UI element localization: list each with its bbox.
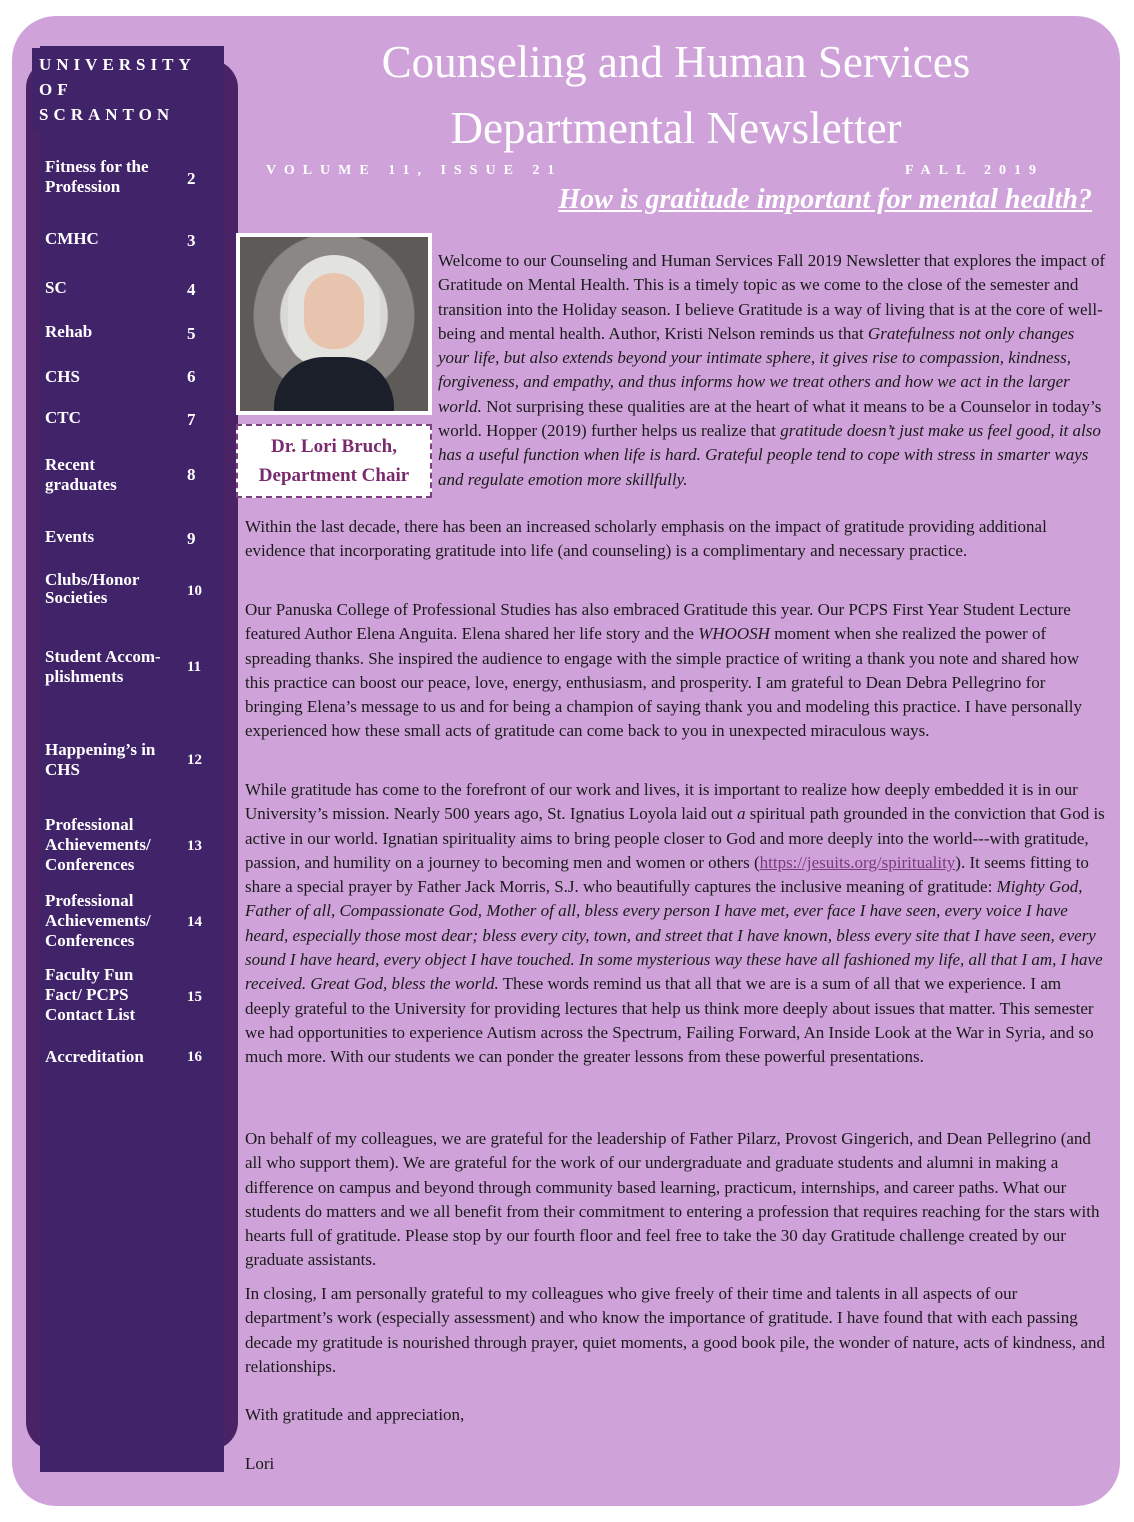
- university-line-2: OF: [39, 80, 73, 99]
- paragraph-4-em: a: [737, 804, 746, 824]
- closing-line: With gratitude and appreciation,: [245, 1405, 465, 1424]
- paragraph-6: In closing, I am personally grateful to my colleagues who give freely of their time and talents in all aspects of our department’s work (especially assessment) and who know the importance of gratitude. I have found that with each passing decade my gratitude is nourished through prayer, quiet moments, a good book pile, the wonder of nature, acts of kindness, and relationships.: [245, 1284, 1105, 1376]
- paragraph-3-text-cont: moment when she realized the power of spreading thanks. She inspired the audience to engage with the simple practice of writing a thank you note and shared how this practice can boost our peace, love, energy, enthusiasm, and prosperity. I am grateful to Dean Debra Pellegrino for bringing Elena’s message to us and for being a champion of saying thank you and modeling this practice. I have personally experienced how these small acts of gratitude can come back to you in unexpected miraculous ways.: [245, 624, 1083, 741]
- paragraph-2: Within the last decade, there has been an increased scholarly emphasis on the impact of gratitude providing additional evidence that incorporating gratitude into life (and counseling) is a complimentary and necessary practice.: [245, 517, 1047, 561]
- toc-page: 7: [187, 410, 196, 429]
- paragraph-4-text-d: These words remind us that all that we are is a sum of all that we experience. I am deeply grateful to the University for providing lectures that help us think more deeply about issues that matter. This semester we had opportunities to experience Autism across the Spectrum, Failing Forward, An Inside Look at the War in Syria, and so much more. With our students we can ponder the greater lessons from these powerful presentations.: [245, 974, 1094, 1067]
- author-photo: [236, 233, 432, 415]
- toc-label: Professional Achievements/ Conferences: [45, 891, 151, 950]
- toc-label: CMHC: [45, 229, 99, 248]
- toc-page: 3: [187, 231, 196, 250]
- toc-label: Fitness for the Profession: [45, 157, 149, 196]
- toc-label: CTC: [45, 408, 81, 427]
- toc-page: 14: [187, 914, 202, 930]
- masthead-title-line-2: Departmental Newsletter: [450, 103, 902, 153]
- paragraph-3: [245, 598, 1105, 744]
- paragraph-3-text: Our Panuska College of Professional Studies has also embraced Gratitude this year. Our PCPS First Year Student Lecture featured Author Elena Anguita. Elena shared her life story and the: [245, 600, 1071, 644]
- toc-label: Faculty Fun Fact/ PCPS Contact List: [45, 965, 136, 1024]
- paragraph-4: [245, 778, 1105, 1070]
- toc-page: 13: [187, 838, 202, 854]
- season: FALL 2019: [905, 163, 1045, 178]
- photo-caption: [236, 424, 432, 498]
- toc-page: 4: [187, 280, 196, 299]
- intro-paragraph: [438, 249, 1106, 492]
- intro-text-cont: Not surprising these qualities are at the heart of what it means to be a Counselor in today’s world. Hopper (2019) further helps us realize that: [438, 396, 1102, 441]
- paragraph-4-text-b: spiritual path grounded in the conviction that God is active in our world. Ignatian spirituality aims to bring people closer to God and more deeply into the world---with gratitude, passion, and humility on a journey to becoming men and women or others (: [245, 804, 1105, 872]
- toc-page: 11: [187, 659, 202, 675]
- toc-label: SC: [45, 278, 67, 297]
- masthead-title-line-1: Counseling and Human Services: [381, 37, 971, 87]
- paragraph-4-text-c: ). It seems fitting to share a special prayer by Father Jack Morris, S.J. who beautifully captures the inclusive meaning of gratitude:: [245, 852, 1089, 897]
- university-logo: [32, 48, 224, 130]
- toc-label: CHS: [45, 367, 80, 386]
- toc-page: 15: [187, 989, 202, 1005]
- volume-issue: VOLUME 11, ISSUE 21: [266, 163, 563, 178]
- university-line-3: SCRANTON: [39, 105, 175, 124]
- whoosh-text: WHOOSH: [698, 624, 770, 644]
- toc-page: 9: [187, 529, 196, 548]
- paragraph-5: On behalf of my colleagues, we are grateful for the leadership of Father Pilarz, Provost Gingerich, and Dean Pellegrino (and all who support them). We are grateful for the work of our undergraduate and graduate students and alumni in making a difference on campus and beyond through community based learning, practicum, internships, and career paths. What our students do matters and we all benefit from their commitment to entering a profession that requires reaching for the stars with hearts full of gratitude. Please stop by our fourth floor and feel free to take the 30 day Gratitude challenge created by our graduate assistants.: [245, 1129, 1100, 1270]
- university-line-1: UNIVERSITY: [39, 55, 196, 74]
- toc-page: 8: [187, 465, 196, 484]
- intro-quote-2: gratitude doesn’t just make us feel good, it also has a useful function when life is hard. Grateful people tend to cope with stress in smarter ways and regulate emotion more skillfully.: [438, 421, 1101, 489]
- spirituality-link[interactable]: https://jesuits.org/spirituality: [759, 852, 956, 872]
- prayer-text: Mighty God, Father of all, Compassionate God, Mother of all, bless every person I have met, ever face I have seen, every voice I have heard, especially those most dear; bless every city, town, and street that I have known, bless every site that I have seen, every sound I have heard, every object I have touched. In some mysterious way these have all fashioned my life, all that I am, I have received. Great God, bless the world.: [245, 877, 1103, 994]
- toc-page: 10: [187, 583, 202, 599]
- article-headline: How is gratitude important for mental health?: [558, 184, 1092, 215]
- toc-label: Clubs/Honor Societies: [45, 570, 140, 607]
- caption-role: Department Chair: [258, 465, 410, 486]
- toc-page: 5: [187, 324, 196, 343]
- intro-quote: Gratefulness not only changes your life, but also extends beyond your intimate sphere, it gives rise to compassion, kindness, forgiveness, and empathy, and thus informs how we treat others and how we act in the larger world.: [438, 323, 1075, 416]
- toc-page: 2: [187, 169, 196, 188]
- caption-name: Dr. Lori Bruch,: [271, 436, 397, 457]
- intro-text: Welcome to our Counseling and Human Services Fall 2019 Newsletter that explores the impact of Gratitude on Mental Health. This is a timely topic as we come to the close of the semester and transition into the Holiday season. I believe Gratitude is a way of living that is at the core of well-being and mental health. Author, Kristi Nelson reminds us that: [438, 251, 1106, 343]
- toc-label: Student Accom-plishments: [45, 647, 161, 686]
- toc-label: Happening’s in CHS: [45, 740, 156, 779]
- toc-page: 6: [187, 367, 196, 386]
- toc-label: Rehab: [45, 322, 93, 341]
- toc-label: Professional Achievements/ Conferences: [45, 815, 151, 874]
- toc-label: Accreditation: [45, 1047, 144, 1066]
- signature: Lori: [245, 1454, 275, 1473]
- toc-page: 12: [187, 752, 202, 768]
- portrait-image: [240, 237, 428, 411]
- toc-label: Recent graduates: [45, 455, 117, 494]
- toc-page: 16: [187, 1049, 202, 1065]
- paragraph-4-text: While gratitude has come to the forefront of our work and lives, it is important to realize how deeply embedded it is in our University’s mission. Nearly 500 years ago, St. Ignatius Loyola laid out: [245, 780, 1078, 824]
- toc-label: Events: [45, 527, 95, 546]
